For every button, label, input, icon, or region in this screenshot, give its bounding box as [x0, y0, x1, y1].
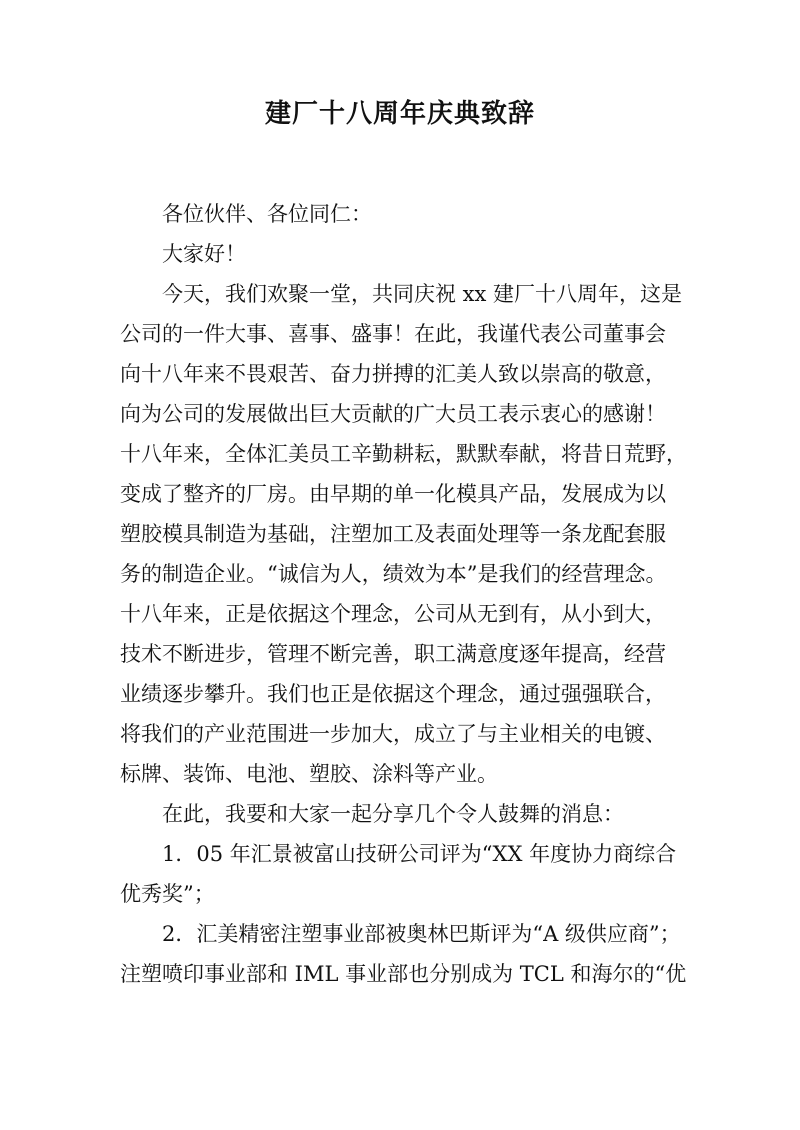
body-line: 十八年来，全体汇美员工辛勤耕耘，默默奉献，将昔日荒野，: [120, 442, 687, 466]
body-line: 今天，我们欢聚一堂，共同庆祝 xx 建厂十八周年，这是: [162, 282, 683, 306]
body-line: 公司的一件大事、喜事、盛事！在此，我谨代表公司董事会: [120, 322, 666, 346]
body-line: 技术不断进步，管理不断完善，职工满意度逐年提高，经营: [120, 642, 666, 666]
body-line: 向为公司的发展做出巨大贡献的广大员工表示衷心的感谢！: [120, 402, 666, 426]
body-line: 十八年来，正是依据这个理念，公司从无到有，从小到大，: [120, 602, 666, 626]
body-line: 优秀奖”；: [120, 882, 215, 906]
body-line: 1．05 年汇景被富山技研公司评为“XX 年度协力商综合: [162, 842, 677, 866]
body-line: 各位伙伴、各位同仁：: [162, 202, 372, 226]
body-line: 务的制造企业。“诚信为人，绩效为本”是我们的经营理念。: [120, 562, 667, 586]
body-line: 在此，我要和大家一起分享几个令人鼓舞的消息：: [162, 802, 624, 826]
body-line: 变成了整齐的厂房。由早期的单一化模具产品，发展成为以: [120, 482, 666, 506]
body-line: 注塑喷印事业部和 IML 事业部也分别成为 TCL 和海尔的“优: [120, 962, 687, 986]
body-line: 大家好！: [162, 242, 246, 266]
body-line: 向十八年来不畏艰苦、奋力拼搏的汇美人致以崇高的敬意，: [120, 362, 666, 386]
document-body: [120, 194, 690, 994]
body-line: 业绩逐步攀升。我们也正是依据这个理念，通过强强联合，: [120, 682, 666, 706]
body-line: 2．汇美精密注塑事业部被奥林巴斯评为“A 级供应商”；: [162, 922, 681, 946]
document-title: 建厂十八周年庆典致辞: [264, 99, 535, 129]
body-line: 标牌、装饰、电池、塑胶、涂料等产业。: [120, 762, 498, 786]
body-line: 塑胶模具制造为基础，注塑加工及表面处理等一条龙配套服: [120, 522, 666, 546]
body-line: 将我们的产业范围进一步加大，成立了与主业相关的电镀、: [120, 722, 666, 746]
